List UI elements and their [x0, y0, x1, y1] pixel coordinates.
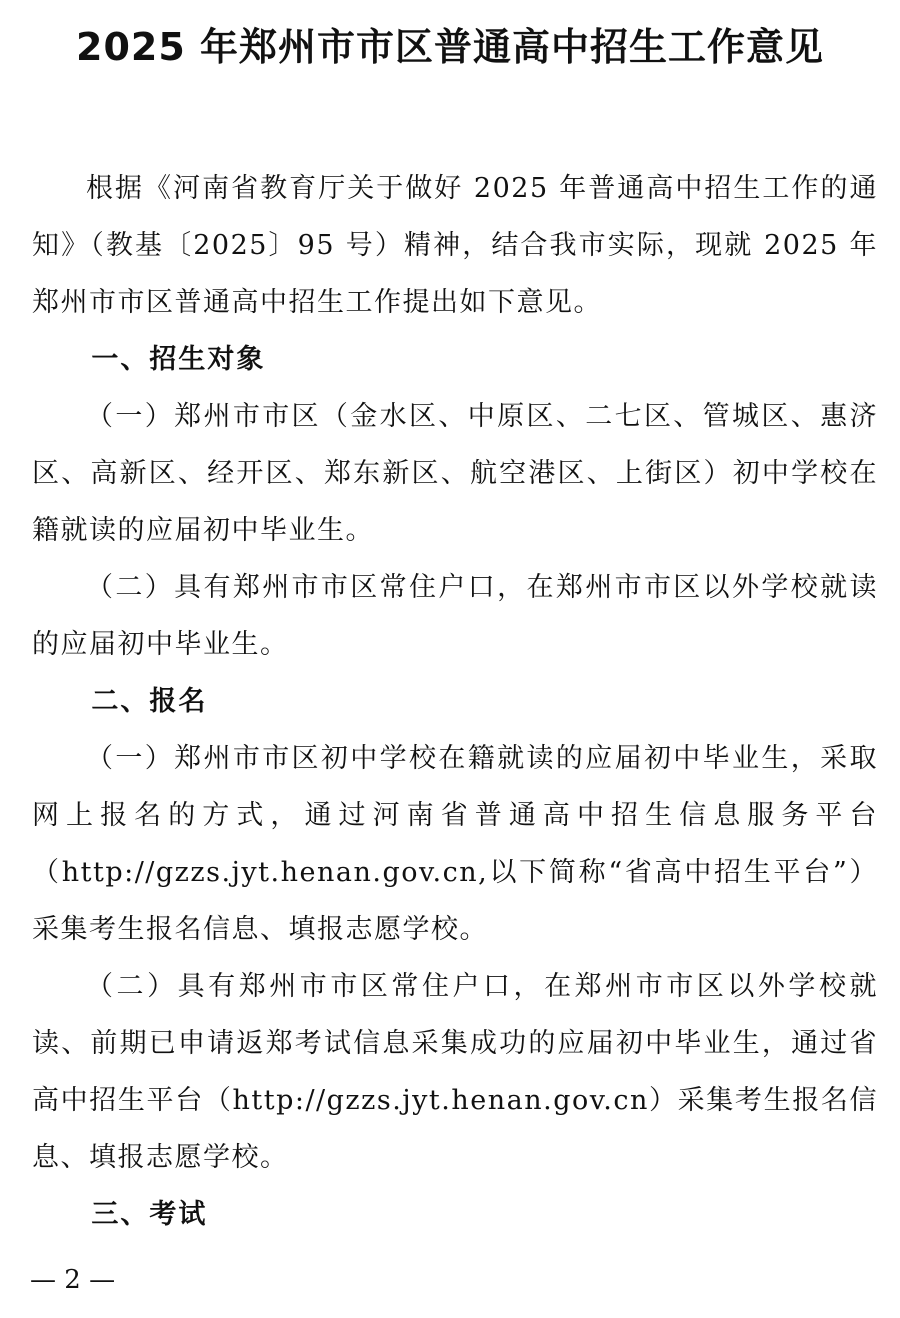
section-paragraph: （一）郑州市市区初中学校在籍就读的应届初中毕业生，采取网上报名的方式，通过河南省普通高中招生信息服务平台（http://gzzs.jyt.henan.gov.cn,以下简称“省高中招生平台”）采集考生报名信息、填报志愿学校。 [32, 743, 878, 945]
section-paragraph: （二）具有郑州市市区常住户口，在郑州市市区以外学校就读、前期已申请返郑考试信息采集成功的应届初中毕业生，通过省高中招生平台（http://gzzs.jyt.henan.gov.cn）采集考生报名信息、填报志愿学校。 [32, 971, 878, 1173]
intro-paragraph: 根据《河南省教育厅关于做好 2025 年普通高中招生工作的通知》（教基〔2025〕95 号）精神，结合我市实际，现就 2025 年郑州市市区普通高中招生工作提出如下意见。 [32, 173, 878, 318]
section-heading-examination: 三、考试 [91, 1199, 208, 1230]
section-heading-recruitment-targets: 一、招生对象 [91, 344, 266, 375]
section-paragraph: （一）郑州市市区（金水区、中原区、二七区、管城区、惠济区、高新区、经开区、郑东新区、航空港区、上街区）初中学校在籍就读的应届初中毕业生。 [32, 401, 878, 546]
page-number: — 2 — [30, 1265, 116, 1295]
section-heading-registration: 二、报名 [91, 686, 208, 717]
document-title: 2025 年郑州市市区普通高中招生工作意见 [76, 25, 824, 69]
section-paragraph: （二）具有郑州市市区常住户口，在郑州市市区以外学校就读的应届初中毕业生。 [32, 572, 878, 660]
document-body [32, 160, 878, 1243]
